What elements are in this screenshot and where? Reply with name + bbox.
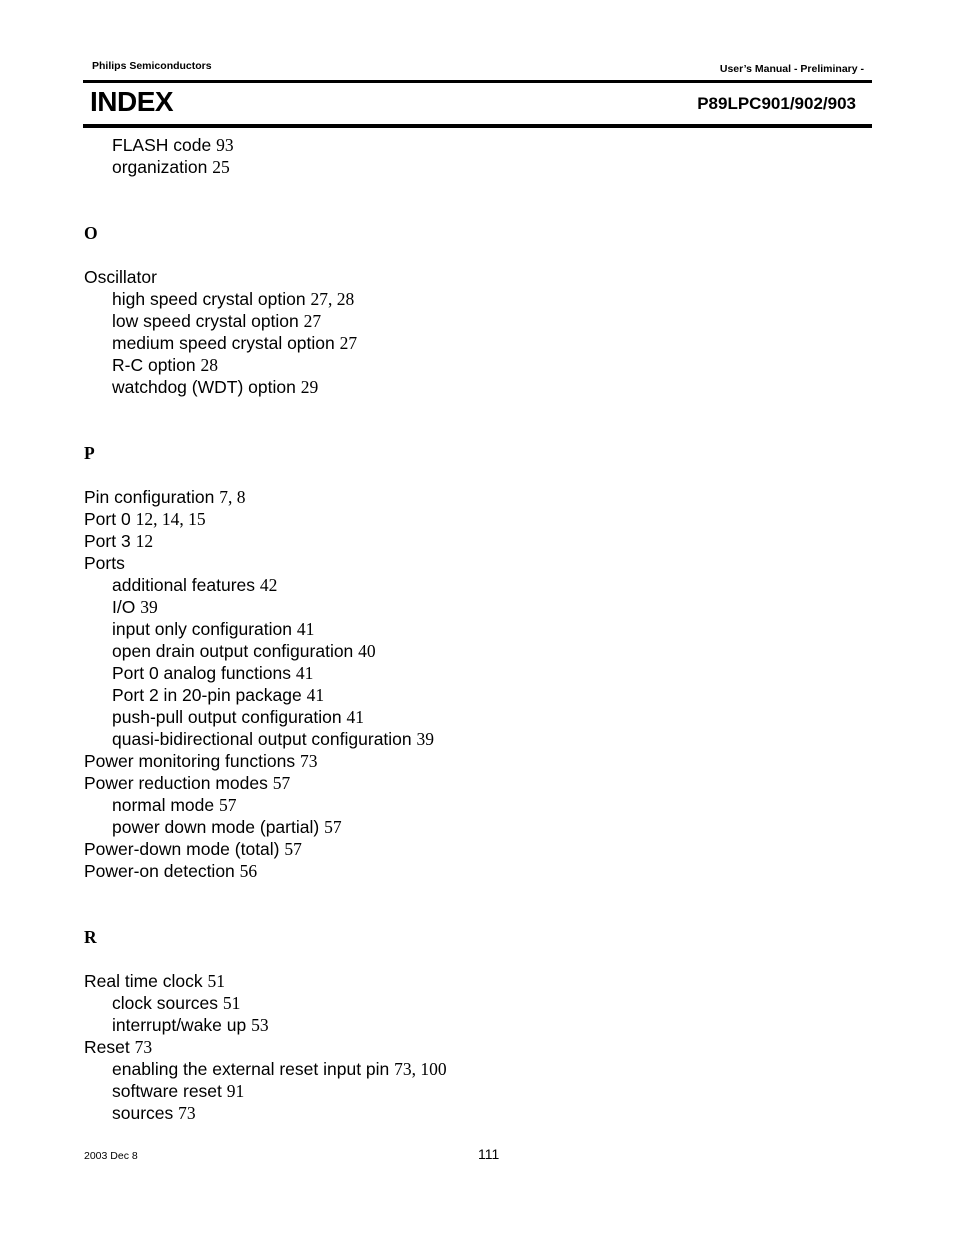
section-spacer: [84, 948, 864, 970]
index-list: [84, 134, 864, 1124]
index-page-refs: 28: [200, 355, 219, 375]
index-subentry: [84, 310, 864, 332]
index-entry: [84, 860, 864, 882]
index-term: clock sources: [112, 993, 219, 1013]
section-spacer: [84, 244, 864, 266]
index-page-refs: 57: [324, 817, 342, 837]
index-entry: [84, 530, 864, 552]
index-term: I/O: [112, 597, 136, 617]
index-page-refs: 73: [299, 751, 318, 771]
index-entry: [84, 772, 864, 794]
index-term: R-C option: [112, 355, 196, 375]
index-page-refs: 27, 28: [310, 289, 355, 309]
index-subentry: [84, 134, 864, 156]
index-term: Port 2 in 20-pin package: [112, 685, 302, 705]
index-term: Port 3: [84, 531, 131, 551]
header-manual-status: User’s Manual - Preliminary -: [719, 63, 864, 75]
index-subentry: [84, 1080, 864, 1102]
index-page-refs: 53: [251, 1015, 269, 1035]
index-subentry: [84, 662, 864, 684]
index-page-refs: 73: [134, 1037, 153, 1057]
index-subentry: [84, 1014, 864, 1036]
part-number: P89LPC901/902/903: [697, 94, 856, 113]
index-subentry: [84, 816, 864, 838]
index-entry: [84, 266, 864, 288]
index-page-refs: 91: [226, 1081, 245, 1101]
index-page-refs: 39: [140, 597, 158, 617]
index-term: medium speed crystal option: [112, 333, 335, 353]
index-letter-heading: R: [84, 927, 97, 947]
section-spacer: [84, 178, 864, 222]
index-page-refs: 41: [346, 707, 364, 727]
index-page-refs: 57: [219, 795, 237, 815]
index-subentry: [84, 794, 864, 816]
index-subentry: [84, 1102, 864, 1124]
index-term: power down mode (partial): [112, 817, 320, 837]
index-entry: [84, 750, 864, 772]
index-page-refs: 56: [239, 861, 258, 881]
page-number: 111: [478, 1146, 500, 1162]
index-term: quasi-bidirectional output configuration: [112, 729, 412, 749]
index-subentry: [84, 332, 864, 354]
index-term: Power-down mode (total): [84, 839, 280, 859]
index-term: open drain output configuration: [112, 641, 354, 661]
index-subentry: [84, 618, 864, 640]
index-term: Port 0: [84, 509, 131, 529]
index-page-refs: 73: [178, 1103, 196, 1123]
index-page-refs: 93: [216, 135, 234, 155]
index-subentry: [84, 354, 864, 376]
index-subentry: [84, 376, 864, 398]
index-subentry: [84, 728, 864, 750]
index-term: Reset: [84, 1037, 130, 1057]
index-page-refs: 12: [135, 531, 154, 551]
index-term: Power monitoring functions: [84, 751, 296, 771]
index-page-refs: 7, 8: [219, 487, 246, 507]
index-term: software reset: [112, 1081, 222, 1101]
index-page-refs: 41: [295, 663, 314, 683]
index-page-refs: 27: [303, 311, 322, 331]
index-page-refs: 51: [207, 971, 226, 991]
index-subentry: [84, 574, 864, 596]
index-page-refs: 73, 100: [394, 1059, 447, 1079]
index-subentry: [84, 684, 864, 706]
index-term: Real time clock: [84, 971, 203, 991]
index-subentry: [84, 156, 864, 178]
index-subentry: [84, 706, 864, 728]
index-page-refs: 39: [416, 729, 435, 749]
index-subentry: [84, 288, 864, 310]
index-page-refs: 57: [272, 773, 291, 793]
index-page-refs: 57: [284, 839, 302, 859]
index-page-refs: 41: [306, 685, 325, 705]
footer-date: 2003 Dec 8: [84, 1150, 138, 1162]
index-entry: [84, 970, 864, 992]
index-term: Oscillator: [84, 267, 157, 287]
index-page-refs: 41: [296, 619, 315, 639]
index-term: input only configuration: [112, 619, 292, 639]
index-page-refs: 25: [212, 157, 230, 177]
index-entry: [84, 508, 864, 530]
index-subentry: [84, 596, 864, 618]
index-term: interrupt/wake up: [112, 1015, 247, 1035]
index-entry: [84, 1036, 864, 1058]
index-term: Ports: [84, 553, 125, 573]
section-spacer: [84, 398, 864, 442]
index-page-refs: 27: [339, 333, 358, 353]
index-term: push-pull output configuration: [112, 707, 342, 727]
index-subentry: [84, 640, 864, 662]
index-subentry: [84, 992, 864, 1014]
index-term: low speed crystal option: [112, 311, 299, 331]
index-page-refs: 29: [300, 377, 319, 397]
index-subentry: [84, 1058, 864, 1080]
index-term: sources: [112, 1103, 174, 1123]
section-spacer: [84, 882, 864, 926]
index-term: FLASH code: [112, 135, 212, 155]
index-entry: [84, 486, 864, 508]
index-term: Power reduction modes: [84, 773, 268, 793]
index-term: enabling the external reset input pin: [112, 1059, 390, 1079]
index-page-refs: 42: [259, 575, 278, 595]
index-term: organization: [112, 157, 208, 177]
index-entry: [84, 838, 864, 860]
index-term: watchdog (WDT) option: [112, 377, 296, 397]
page-title: INDEX: [90, 86, 174, 117]
index-term: Pin configuration: [84, 487, 215, 507]
header-company: Philips Semiconductors: [92, 60, 212, 72]
index-letter-heading: P: [84, 443, 95, 463]
index-page-refs: 40: [358, 641, 376, 661]
index-term: additional features: [112, 575, 256, 595]
index-term: normal mode: [112, 795, 215, 815]
header-rule-top: [83, 80, 872, 83]
index-term: Power-on detection: [84, 861, 235, 881]
index-term: Port 0 analog functions: [112, 663, 292, 683]
index-entry: [84, 552, 864, 574]
index-page-refs: 12, 14, 15: [135, 509, 206, 529]
index-term: high speed crystal option: [112, 289, 306, 309]
index-letter-heading: O: [84, 223, 98, 243]
section-spacer: [84, 464, 864, 486]
index-page-refs: 51: [222, 993, 241, 1013]
header-rule-bottom: [83, 124, 872, 128]
